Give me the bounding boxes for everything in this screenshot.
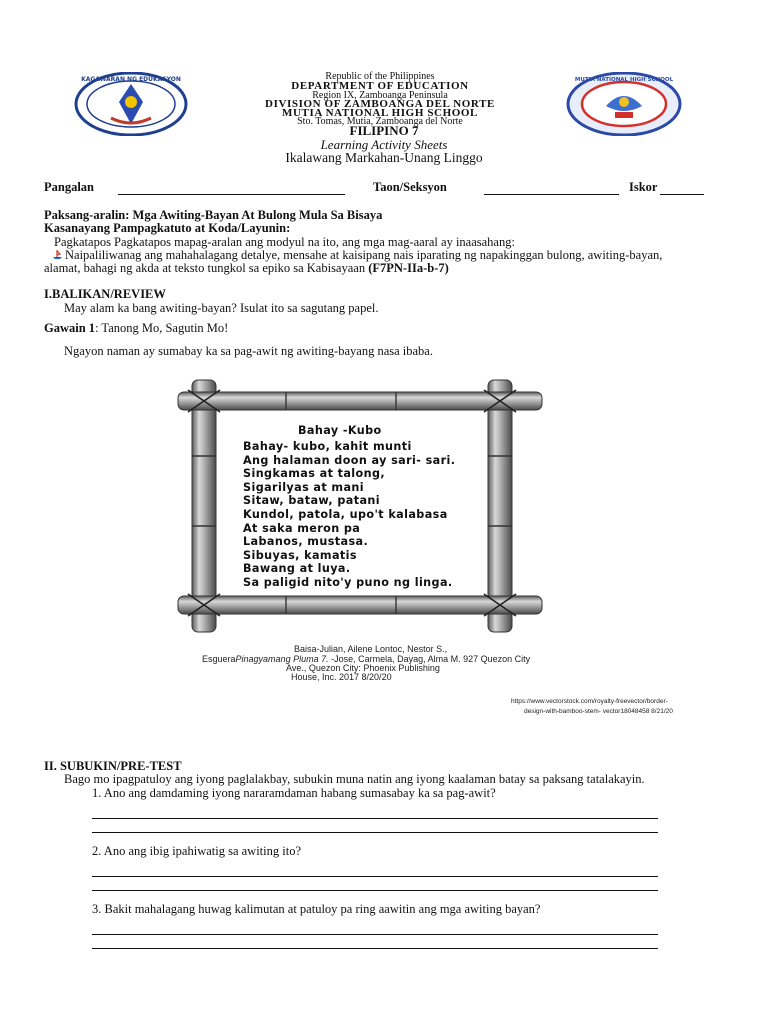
question-2: 2. Ano ang ibig ipahiwatig sa awiting ito?: [92, 844, 301, 858]
song-line: Singkamas at talong,: [243, 467, 386, 481]
section-label: Taon/Seksyon: [373, 180, 447, 194]
activity-title: : Tanong Mo, Sagutin Mo!: [95, 321, 229, 335]
song-title: Bahay -Kubo: [298, 424, 382, 437]
activity-line: [44, 321, 228, 336]
song-line: Ang halaman doon ay sari- sari.: [243, 453, 456, 467]
answer-line[interactable]: [92, 948, 658, 949]
song-line: Sigarilyas at mani: [243, 480, 365, 494]
section-blank-line[interactable]: [484, 194, 619, 195]
question-1: 1. Ano ang damdaming iyong nararamdaman habang sumasabay ka sa pag-awit?: [92, 786, 496, 800]
activity-label: Gawain 1: [44, 321, 96, 335]
citation-line-3: Ave., Quezon City: Phoenix Publishing: [286, 663, 440, 673]
song-line: Sitaw, bataw, patani: [243, 494, 381, 508]
song-block: [243, 424, 483, 594]
review-heading: I.BALIKAN/REVIEW: [44, 287, 166, 301]
header-region: Region IX, Zamboanga Peninsula: [312, 90, 448, 101]
citation-rest: -Jose, Carmela, Dayag, Alma M. 927 Quezon City: [328, 654, 531, 664]
review-question: May alam ka bang awiting-bayan? Isulat ito sa sagutang papel.: [64, 301, 379, 315]
source-url-line-2[interactable]: design-with-bamboo-stem- vector18048458 8/21/20: [524, 708, 673, 715]
objective-line-1: Naipaliliwanag ang mahahalagang detalye, mensahe at kaisipang nais iparating ng napakinggan bulong, awiting-bayan,: [65, 248, 663, 262]
song-line: Kundol, patola, upo't kalabasa: [243, 508, 448, 521]
answer-line[interactable]: [92, 934, 658, 935]
name-blank-line[interactable]: [118, 194, 345, 195]
source-url-line-1[interactable]: https://www.vectorstock.com/royalty-freevector/border-: [511, 698, 668, 705]
subject-title: FILIPINO 7: [349, 123, 419, 138]
competency-heading: Kasanayang Pampagkatuto at Koda/Layunin:: [44, 221, 291, 235]
svg-text:KAGAWARAN NG EDUKASYON: KAGAWARAN NG EDUKASYON: [81, 76, 181, 83]
answer-line[interactable]: [92, 832, 658, 833]
song-line: Labanos, mustasa.: [243, 535, 369, 549]
answer-line[interactable]: [92, 876, 658, 877]
header-republic: Republic of the Philippines: [325, 71, 435, 82]
bullet-icon: [52, 249, 63, 260]
citation-author: Esguera: [202, 654, 236, 664]
objective-line-2: [44, 261, 449, 276]
objective-text: alamat, bahagi ng akda at teksto tungkol sa epiko sa Kabisayaan: [44, 261, 369, 275]
sheet-title: Learning Activity Sheets: [320, 137, 448, 152]
score-blank-line[interactable]: [660, 194, 704, 195]
score-label: Iskor: [629, 180, 658, 194]
song-line: Bawang at luya.: [243, 562, 351, 576]
header-division: DIVISION OF ZAMBOANGA DEL NORTE: [265, 98, 495, 110]
review-instruction: Ngayon naman ay sumabay ka sa pag-awit ng awiting-bayang nasa ibaba.: [64, 344, 433, 358]
citation-book-title: Pinagyamang Pluma 7.: [235, 654, 329, 664]
name-label: Pangalan: [44, 180, 95, 194]
pretest-heading: II. SUBUKIN/PRE-TEST: [44, 759, 182, 773]
citation-line-4: House, Inc. 2017 8/20/20: [291, 672, 392, 682]
quarter-title: Ikalawang Markahan-Unang Linggo: [285, 150, 483, 165]
song-line: Sa paligid nito'y puno ng linga.: [243, 576, 453, 589]
lesson-topic: Paksang-aralin: Mga Awiting-Bayan At Bulong Mula Sa Bisaya: [44, 208, 383, 222]
pretest-intro: Bago mo ipagpatuloy ang iyong paglalakbay, subukin muna natin ang iyong kaalaman batay sa paksang tatalakayin.: [64, 772, 645, 786]
answer-line[interactable]: [92, 818, 658, 819]
citation-line-1: Baisa-Julian, Ailene Lontoc, Nestor S.,: [294, 644, 448, 654]
song-line: At saka meron pa: [243, 521, 361, 535]
song-line: Bahay- kubo, kahit munti: [243, 440, 412, 453]
header-department: DEPARTMENT OF EDUCATION: [291, 80, 469, 92]
objective-code: (F7PN-IIa-b-7): [368, 261, 449, 275]
lesson-intro: Pagkatapos Pagkatapos mapag-aralan ang modyul na ito, ang mga mag-aaral ay inaasahang:: [54, 235, 515, 249]
header-school: MUTIA NATIONAL HIGH SCHOOL: [281, 107, 478, 119]
song-line: Sibuyas, kamatis: [243, 548, 357, 562]
header-address: Sto. Tomas, Mutia, Zamboanga del Norte: [297, 116, 463, 127]
answer-line[interactable]: [92, 890, 658, 891]
question-3: 3. Bakit mahalagang huwag kalimutan at patuloy pa ring aawitin ang mga awiting bayan?: [92, 902, 541, 916]
svg-text:MUTIA NATIONAL HIGH SCHOOL: MUTIA NATIONAL HIGH SCHOOL: [574, 77, 674, 83]
